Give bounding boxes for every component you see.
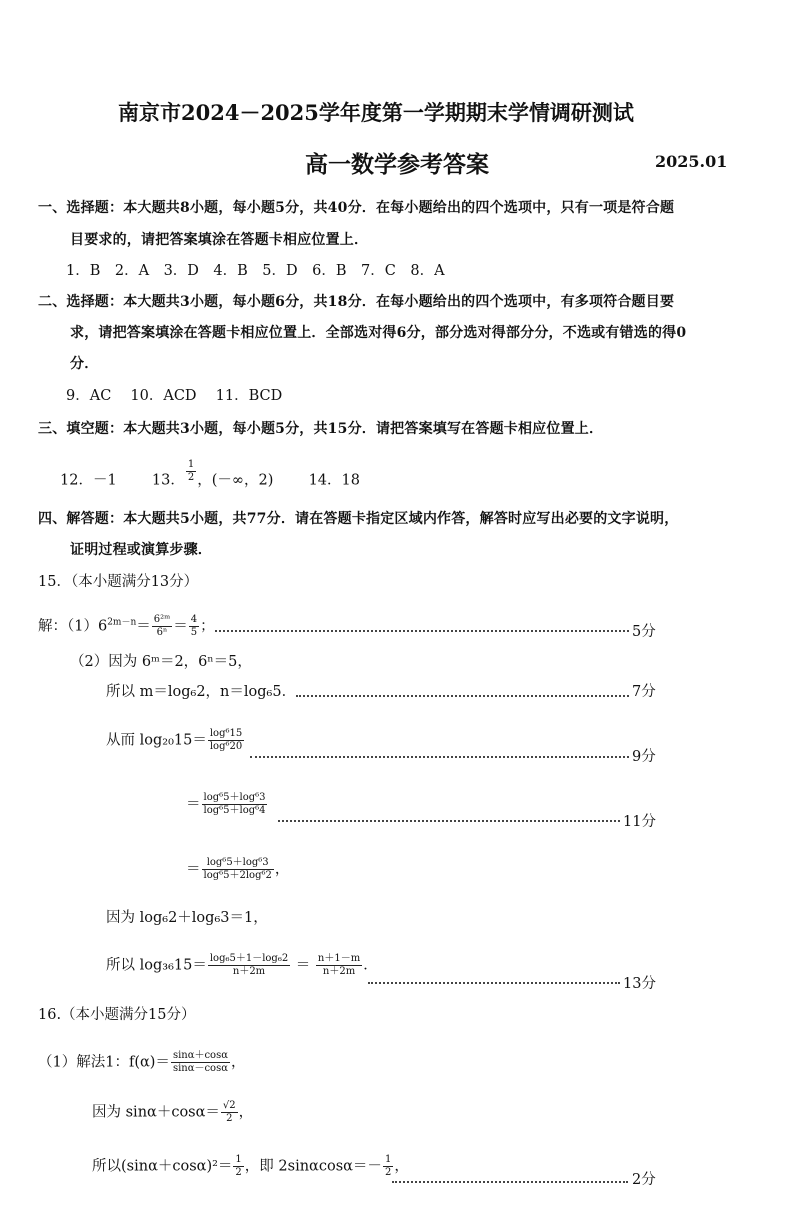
q15-step6: ＝ $\frac{\text{log⁶5＋log⁶3}}{\text{log⁶5＋2log⁶2}}$ ， xyxy=(186,857,290,881)
q15-step4: 从而 log₂₀15＝ $\frac{\text{log⁶15}}{\text{log⁶20}}$ xyxy=(106,728,243,752)
answer-12: 12．－1 xyxy=(60,472,117,489)
section4-instructions-line2: 证明过程或演算步骤． xyxy=(70,542,212,558)
q15-step3: 所以 m＝log₆2，n＝log₆5． xyxy=(106,684,297,700)
answer-13-fraction: $\frac{1}{2}$ xyxy=(187,459,195,483)
q15-step8-score: 13分 xyxy=(623,976,656,992)
q15-step1: 解：$(1)6^{2m-n}=$ $\frac{\text{6²ᵐ}}{\text{6ⁿ}}$ ＝ $\frac{4}{5}$ ； xyxy=(38,614,215,638)
answer-13-label: 13． xyxy=(151,472,185,489)
q15-step1-leader xyxy=(215,630,629,632)
q15-step3-score: 7分 xyxy=(632,684,656,700)
q15-step7: 因为 log₆2＋log₆3＝1， xyxy=(106,910,268,926)
q15-step5: ＝ $\frac{\text{log⁶5＋log⁶3}}{\text{log⁶5＋log⁶4}}$ xyxy=(186,792,266,816)
q15-step8: 所以 log₃₆15＝ $\frac{\text{log₆5＋1－log₆2}}{n+2m}$ ＝ $\frac{n+1-m}{n+2m}$ ． xyxy=(106,953,378,977)
section2-instructions-line1: 二、选择题：本大题共3小题，每小题6分，共18分．在每小题给出的四个选项中，有多项符合题目要 xyxy=(38,294,675,310)
page-subtitle: 高一数学参考答案 xyxy=(305,151,489,178)
q16-step3-leader xyxy=(392,1181,628,1183)
q15-step2: （2）因为 6ᵐ＝2，6ⁿ＝5， xyxy=(70,654,252,670)
q15-step4-score: 9分 xyxy=(632,749,656,765)
q16-heading: 16.（本小题满分15分） xyxy=(38,1007,196,1023)
q16-step2: 因为 sinα＋cosα＝ $\frac{√2}{2}$ ， xyxy=(92,1100,254,1124)
q15-step8-leader xyxy=(368,982,620,984)
q15-step1-score: 5分 xyxy=(632,624,656,640)
q15-heading: 15．（本小题满分13分） xyxy=(38,574,199,590)
q16-step1: （1）解法1：f(α)＝ $\frac{\sin\alpha+\cos\alpha}{\sin\alpha-\cos\alpha}$ ， xyxy=(38,1050,246,1074)
answer-14: 14．18 xyxy=(308,472,360,489)
exam-date: 2025.01 xyxy=(655,152,728,171)
q15-step5-leader xyxy=(278,820,620,822)
q15-step5-score: 11分 xyxy=(623,814,656,830)
section1-instructions-line2: 目要求的，请把答案填涂在答题卡相应位置上． xyxy=(70,232,369,248)
section1-instructions-line1: 一、选择题：本大题共8小题，每小题5分，共40分．在每小题给出的四个选项中，只有一项是符合题 xyxy=(38,200,675,216)
section2-instructions-line2: 求，请把答案填涂在答题卡相应位置上．全部选对得6分，部分选对得部分分，不选或有错选的得0 xyxy=(70,325,687,341)
q16-step3-score: 2分 xyxy=(632,1172,656,1188)
section3-instructions: 三、填空题：本大题共3小题，每小题5分，共15分．请把答案填写在答题卡相应位置上． xyxy=(38,421,604,437)
section4-instructions-line1: 四、解答题：本大题共5小题，共77分．请在答题卡指定区域内作答，解答时应写出必要的文字说明， xyxy=(38,511,679,527)
section2-answers: 9．AC 10．ACD 11．BCD xyxy=(66,388,283,404)
q15-step3-leader xyxy=(296,695,629,697)
section3-answers xyxy=(60,459,360,493)
answer-13-interval: ，(－∞，2) xyxy=(197,472,274,489)
section2-instructions-line3: 分． xyxy=(70,356,99,372)
q16-step3: 所以(sinα＋cosα)²＝ $\frac{1}{2}$ ，即 2sinαcosα＝－ $\frac{1}{2}$ ， xyxy=(92,1154,409,1178)
page-title: 南京市2024－2025学年度第一学期期末学情调研测试 xyxy=(118,100,634,125)
section1-answers: 1．B 2．A 3．D 4．B 5．D 6．B 7．C 8．A xyxy=(66,263,445,279)
q15-step4-leader xyxy=(250,756,629,758)
